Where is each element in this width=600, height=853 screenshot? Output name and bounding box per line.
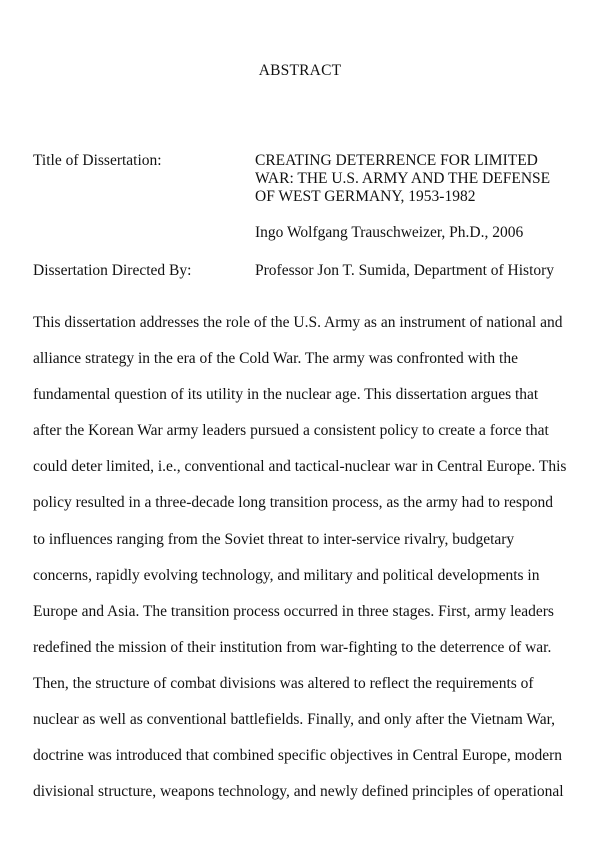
body-line: concerns, rapidly evolving technology, and military and political developments in <box>33 566 540 584</box>
director-label: Dissertation Directed By: <box>33 262 192 279</box>
body-line: Europe and Asia. The transition process occurred in three stages. First, army leaders <box>33 602 554 620</box>
title-line: CREATING DETERRENCE FOR LIMITED <box>255 152 538 169</box>
author-line: Ingo Wolfgang Trauschweizer, Ph.D., 2006 <box>255 224 524 241</box>
body-line: alliance strategy in the era of the Cold War. The army was confronted with the <box>33 350 518 368</box>
body-line: Then, the structure of combat divisions was altered to reflect the requirements of <box>33 674 534 692</box>
body-line: divisional structure, weapons technology, and newly defined principles of operational <box>33 783 564 801</box>
body-line: nuclear as well as conventional battlefields. Finally, and only after the Vietnam War, <box>33 711 556 729</box>
abstract-heading: ABSTRACT <box>258 62 342 79</box>
body-line: redefined the mission of their institution from war-fighting to the deterrence of war. <box>33 638 552 656</box>
director-value: Professor Jon T. Sumida, Department of History <box>255 262 555 279</box>
dissertation-title <box>255 152 550 206</box>
title-line: OF WEST GERMANY, 1953-1982 <box>255 188 476 205</box>
body-line: policy resulted in a three-decade long transition process, as the army had to respond <box>33 494 553 512</box>
title-label: Title of Dissertation: <box>33 152 162 169</box>
body-line: doctrine was introduced that combined specific objectives in Central Europe, modern <box>33 747 562 765</box>
abstract-body <box>33 313 573 818</box>
body-line: could deter limited, i.e., conventional and tactical-nuclear war in Central Europe. This <box>33 458 567 476</box>
title-line: WAR: THE U.S. ARMY AND THE DEFENSE <box>255 170 551 187</box>
body-line: fundamental question of its utility in the nuclear age. This dissertation argues that <box>33 386 539 404</box>
body-line: This dissertation addresses the role of the U.S. Army as an instrument of national and <box>33 314 563 331</box>
body-line: after the Korean War army leaders pursued a consistent policy to create a force that <box>33 422 549 440</box>
body-line: to influences ranging from the Soviet threat to inter-service rivalry, budgetary <box>33 530 515 548</box>
